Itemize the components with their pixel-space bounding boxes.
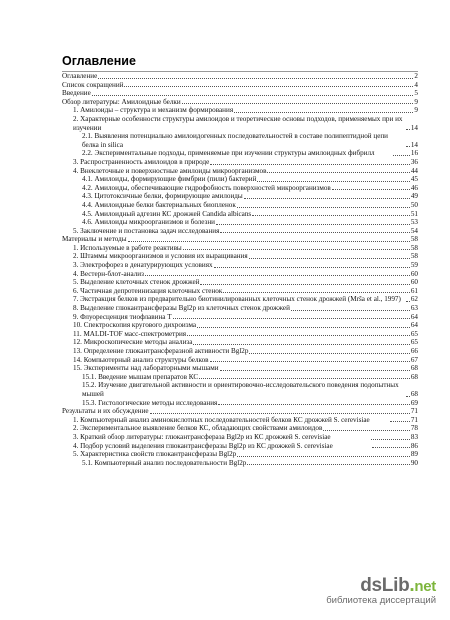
toc-entry[interactable] <box>62 304 418 313</box>
toc-dot-leader <box>237 456 410 457</box>
toc-dot-leader <box>216 224 410 225</box>
toc-entry-title: 1. Компьютерный анализ аминокислотных последовательностей белков КС дрожжей S. cerevisiae <box>73 415 370 424</box>
toc-dot-leader <box>150 413 410 414</box>
toc-entry-page: 71 <box>410 415 418 424</box>
toc-dot-leader <box>237 207 410 208</box>
toc-entry[interactable] <box>62 244 418 253</box>
toc-entry-page: 4 <box>414 80 418 89</box>
toc-dot-leader <box>257 181 409 182</box>
toc-entry-page: 50 <box>410 200 418 209</box>
toc-entry-page: 14 <box>410 140 418 149</box>
toc-entry-title: Материалы и методы <box>62 235 127 244</box>
toc-entry-page: 86 <box>410 441 418 450</box>
toc-dot-leader <box>220 370 410 371</box>
toc-entry-page: 14 <box>410 123 418 132</box>
toc-dot-leader <box>406 146 410 147</box>
toc-entry[interactable] <box>62 295 418 304</box>
toc-entry[interactable] <box>62 158 418 167</box>
watermark-logo: dsLib.net <box>360 575 436 596</box>
toc-entry-title: Результаты и их обсуждение <box>62 407 149 416</box>
toc-entry[interactable] <box>62 132 418 149</box>
toc-dot-leader <box>332 189 410 190</box>
toc-entry-page: 58 <box>410 235 418 244</box>
toc-entry-page: 60 <box>410 278 418 287</box>
toc-entry-page: 54 <box>410 226 418 235</box>
toc-entry-page: 9 <box>414 106 418 115</box>
toc-entry[interactable] <box>62 270 418 279</box>
toc-entry[interactable] <box>62 184 418 193</box>
page-title: Оглавление <box>62 54 136 68</box>
toc-dot-leader <box>393 155 410 156</box>
toc-entry-page: 49 <box>410 192 418 201</box>
toc-entry-page: 53 <box>410 218 418 227</box>
toc-entry[interactable] <box>62 167 418 176</box>
toc-entry[interactable] <box>62 442 418 451</box>
toc-entry[interactable] <box>62 81 418 90</box>
toc-entry-title: 5. Характеристика свойств глюкантрансферазы Bgl2p <box>73 450 237 459</box>
toc-dot-leader <box>210 361 410 362</box>
toc-entry-title: 15.2. Изучение двигательной активности и ориентировочно-исследовательского поведения подопытных мышей <box>82 381 399 398</box>
toc-entry[interactable] <box>62 261 418 270</box>
toc-dot-leader <box>291 310 410 311</box>
toc-entry-page: 9 <box>414 97 418 106</box>
toc-entry[interactable] <box>62 450 418 459</box>
toc-dot-leader <box>193 344 409 345</box>
toc-dot-leader <box>210 164 410 165</box>
toc-entry[interactable] <box>62 115 418 132</box>
toc-dot-leader <box>234 112 413 113</box>
toc-entry[interactable] <box>62 373 418 382</box>
toc-entry-title: 12. Микроскопические методы анализа <box>73 338 193 347</box>
toc-dot-leader <box>98 78 413 79</box>
toc-entry[interactable] <box>62 149 418 158</box>
toc-entry-title: 2. Характерные особенности структуры амилоидов и теоретические основы подходов, применяемых при их изучении <box>73 114 403 132</box>
toc-dot-leader <box>406 301 410 302</box>
toc-entry-title: 4. Подбор условий выделения глюкантрансферазы Bgl2p из КС дрожжей S. cerevisiae <box>73 441 333 450</box>
toc-entry[interactable] <box>62 321 418 330</box>
toc-entry-title: 4.6. Амилоиды микроорганизмов и болезни <box>82 218 215 227</box>
toc-entry-title: Оглавление <box>62 72 98 80</box>
toc-entry-title: 3. Электрофорез в денатурирующих условиях <box>73 261 213 270</box>
toc-entry-title: 3. Распространенность амилоидов в природе <box>73 157 210 166</box>
toc-entry-page: 67 <box>410 355 418 364</box>
toc-entry-title: 2. Экспериментальное выявление белков КС, обладающих свойствами амилоидов <box>73 424 323 433</box>
toc-entry-page: 83 <box>410 432 419 441</box>
toc-dot-leader <box>390 421 410 422</box>
toc-entry-title: 8. Выделение глюкантрансферазы Bgl2p из клеточных стенок дрожжей <box>73 304 290 313</box>
toc-entry-page: 60 <box>410 269 418 278</box>
toc-entry-page: 16 <box>410 149 419 158</box>
toc-entry-title: 4.4. Амилоидные белки бактериальных биопленок <box>82 200 236 209</box>
toc-dot-leader <box>92 95 414 96</box>
toc-entry-title: 3. Краткий обзор литературы: глюкантрансфераза Bgl2p из КС дрожжей S. cerevisiae <box>73 432 331 441</box>
toc-entry-title: 9. Флуоресценция тиофлавина Т <box>73 312 172 321</box>
toc-dot-leader <box>173 318 410 319</box>
toc-entry-title: 2. Штаммы микроорганизмов и условия их выращивания <box>73 252 248 261</box>
toc-dot-leader <box>187 335 410 336</box>
toc-entry-page: 78 <box>410 424 418 433</box>
toc-dot-leader <box>200 284 409 285</box>
toc-entry[interactable] <box>62 106 418 115</box>
toc-entry[interactable] <box>62 235 418 244</box>
toc-entry-title: 15.3. Гистологические методы исследования <box>82 398 218 407</box>
toc-entry-title: 15. Эксперименты над лабораторными мышами <box>73 364 219 373</box>
toc-dot-leader <box>244 198 410 199</box>
toc-entry-page: 5 <box>414 89 418 98</box>
toc-entry-title: 4. Вестерн-блот-анализ <box>73 269 144 278</box>
toc-dot-leader <box>183 249 410 250</box>
toc-entry-title: 10. Спектроскопия кругового дихроизма <box>73 321 197 330</box>
toc-dot-leader <box>249 353 409 354</box>
toc-dot-leader <box>223 292 410 293</box>
toc-dot-leader <box>247 464 410 465</box>
toc-entry-title: 14. Компьютерный анализ структуры белков <box>73 355 209 364</box>
toc-entry-title: 4.1. Амилоиды, формирующие фимбрии (пили) бактерий <box>82 175 257 184</box>
toc-entry[interactable] <box>62 459 418 468</box>
toc-entry-page: 46 <box>410 183 418 192</box>
toc-entry-title: 13. Определение глюкантрансферазной активности Bgl2p <box>73 347 249 355</box>
toc-entry-title: 4.2. Амилоиды, обеспечивающие гидрофобность поверхностей микроорганизмов <box>82 183 331 192</box>
toc-dot-leader <box>218 404 410 405</box>
toc-entry-page: 2 <box>414 72 418 80</box>
toc-entry[interactable] <box>62 313 418 322</box>
toc-entry-title: 4.3. Цитотоксичные белки, формирующие амилоиды <box>82 192 243 201</box>
toc-entry-page: 51 <box>410 209 418 218</box>
toc-entry-title: 6. Частичная депротеинизация клеточных стенок <box>73 286 223 295</box>
toc-entry[interactable] <box>62 338 418 347</box>
toc-entry-title: Обзор литературы: Амилоидные белки <box>62 97 181 106</box>
toc-entry-title: 1. Используемые в работе реактивы <box>73 243 182 252</box>
toc-entry[interactable] <box>62 433 418 442</box>
toc-entry-title: 2.1. Выявления потенциально амилоидогенных последовательностей в составе полипептидной цепи белка in silica <box>82 132 389 149</box>
toc-entry[interactable] <box>62 252 418 261</box>
toc-entry[interactable] <box>62 210 418 219</box>
toc-entry-page: 65 <box>410 338 418 347</box>
toc-entry-page: 68 <box>410 372 418 381</box>
toc-dot-leader <box>182 103 414 104</box>
toc-dot-leader <box>323 430 410 431</box>
toc-entry-page: 59 <box>410 261 418 270</box>
toc-entry-page: 62 <box>410 295 418 304</box>
toc-entry[interactable] <box>62 347 418 356</box>
toc-entry-page: 36 <box>410 157 418 166</box>
toc-entry-title: 4.5. Амилоидный адгезин КС дрожжей Candida albicans <box>82 209 252 218</box>
toc-entry-title: 15.1. Введение мышам препаратов КС <box>82 372 199 381</box>
toc-entry[interactable] <box>62 287 418 296</box>
toc-entry[interactable] <box>62 72 418 81</box>
toc-dot-leader <box>199 378 410 379</box>
toc-dot-leader <box>267 172 409 173</box>
toc-dot-leader <box>406 396 410 397</box>
toc-entry-page: 45 <box>410 175 418 184</box>
toc-entry[interactable] <box>62 356 418 365</box>
toc-dot-leader <box>249 258 410 259</box>
toc-entry-page: 65 <box>410 329 418 338</box>
toc-entry-page: 68 <box>410 389 418 398</box>
table-of-contents <box>62 72 418 467</box>
toc-dot-leader <box>124 86 413 87</box>
toc-entry-title: 7. Экстракция белков из предварительно биотинилированных клеточных стенок дрожжей (Mrša et al., 1997) <box>73 295 401 304</box>
toc-entry-page: 64 <box>410 312 418 321</box>
toc-entry-title: 5.1. Компьютерный анализ последовательности Bgl2p <box>82 458 247 467</box>
toc-entry[interactable] <box>62 175 418 184</box>
toc-entry[interactable] <box>62 416 418 425</box>
toc-entry[interactable] <box>62 89 418 98</box>
toc-dot-leader <box>145 275 410 276</box>
toc-entry-page: 64 <box>410 321 418 330</box>
toc-entry[interactable] <box>62 330 418 339</box>
toc-entry[interactable] <box>62 98 418 107</box>
toc-entry-page: 44 <box>410 166 418 175</box>
toc-dot-leader <box>372 447 410 448</box>
toc-entry-page: 69 <box>410 398 418 407</box>
toc-entry-page: 63 <box>410 304 418 313</box>
toc-entry-title: Введение <box>62 89 91 98</box>
toc-dot-leader <box>197 327 410 328</box>
watermark <box>326 575 436 606</box>
toc-entry-page: 68 <box>410 364 418 373</box>
toc-dot-leader <box>220 232 409 233</box>
toc-dot-leader <box>214 267 410 268</box>
toc-entry[interactable] <box>62 407 418 416</box>
toc-entry-title: 5. Заключение и постановка задач исследования <box>73 226 220 235</box>
toc-entry-title: Список сокращений <box>62 80 124 89</box>
toc-entry-page: 89 <box>410 450 418 459</box>
toc-entry-page: 58 <box>410 252 418 261</box>
toc-entry-page: 66 <box>410 347 418 355</box>
toc-entry[interactable] <box>62 424 418 433</box>
toc-entry[interactable] <box>62 227 418 236</box>
toc-entry-title: 5. Выделение клеточных стенок дрожжей <box>73 278 200 287</box>
toc-entry-page: 71 <box>410 407 418 416</box>
toc-entry[interactable] <box>62 381 418 398</box>
toc-entry-title: 4. Внеклеточные и поверхностные амилоиды микроорганизмов <box>73 166 267 175</box>
toc-entry-page: 58 <box>410 243 418 252</box>
toc-entry[interactable] <box>62 364 418 373</box>
toc-entry[interactable] <box>62 218 418 227</box>
toc-dot-leader <box>252 215 410 216</box>
toc-entry[interactable] <box>62 201 418 210</box>
toc-entry-page: 61 <box>410 286 418 295</box>
toc-entry[interactable] <box>62 278 418 287</box>
toc-entry-page: 90 <box>410 458 418 467</box>
toc-entry[interactable] <box>62 192 418 201</box>
toc-entry-title: 1. Амилоиды – структура и механизм формирования <box>73 106 234 115</box>
toc-dot-leader <box>128 241 410 242</box>
toc-entry[interactable] <box>62 399 418 408</box>
toc-dot-leader <box>371 439 410 440</box>
toc-dot-leader <box>406 129 410 130</box>
toc-entry-title: 2.2. Экспериментальные подходы, применяемые при изучении структуры амилоидных фибрилл <box>82 149 375 158</box>
watermark-subtitle: библиотека диссертаций <box>326 595 436 606</box>
toc-entry-title: 11. MALDI-TOF масс-спектрометрия <box>73 329 187 338</box>
